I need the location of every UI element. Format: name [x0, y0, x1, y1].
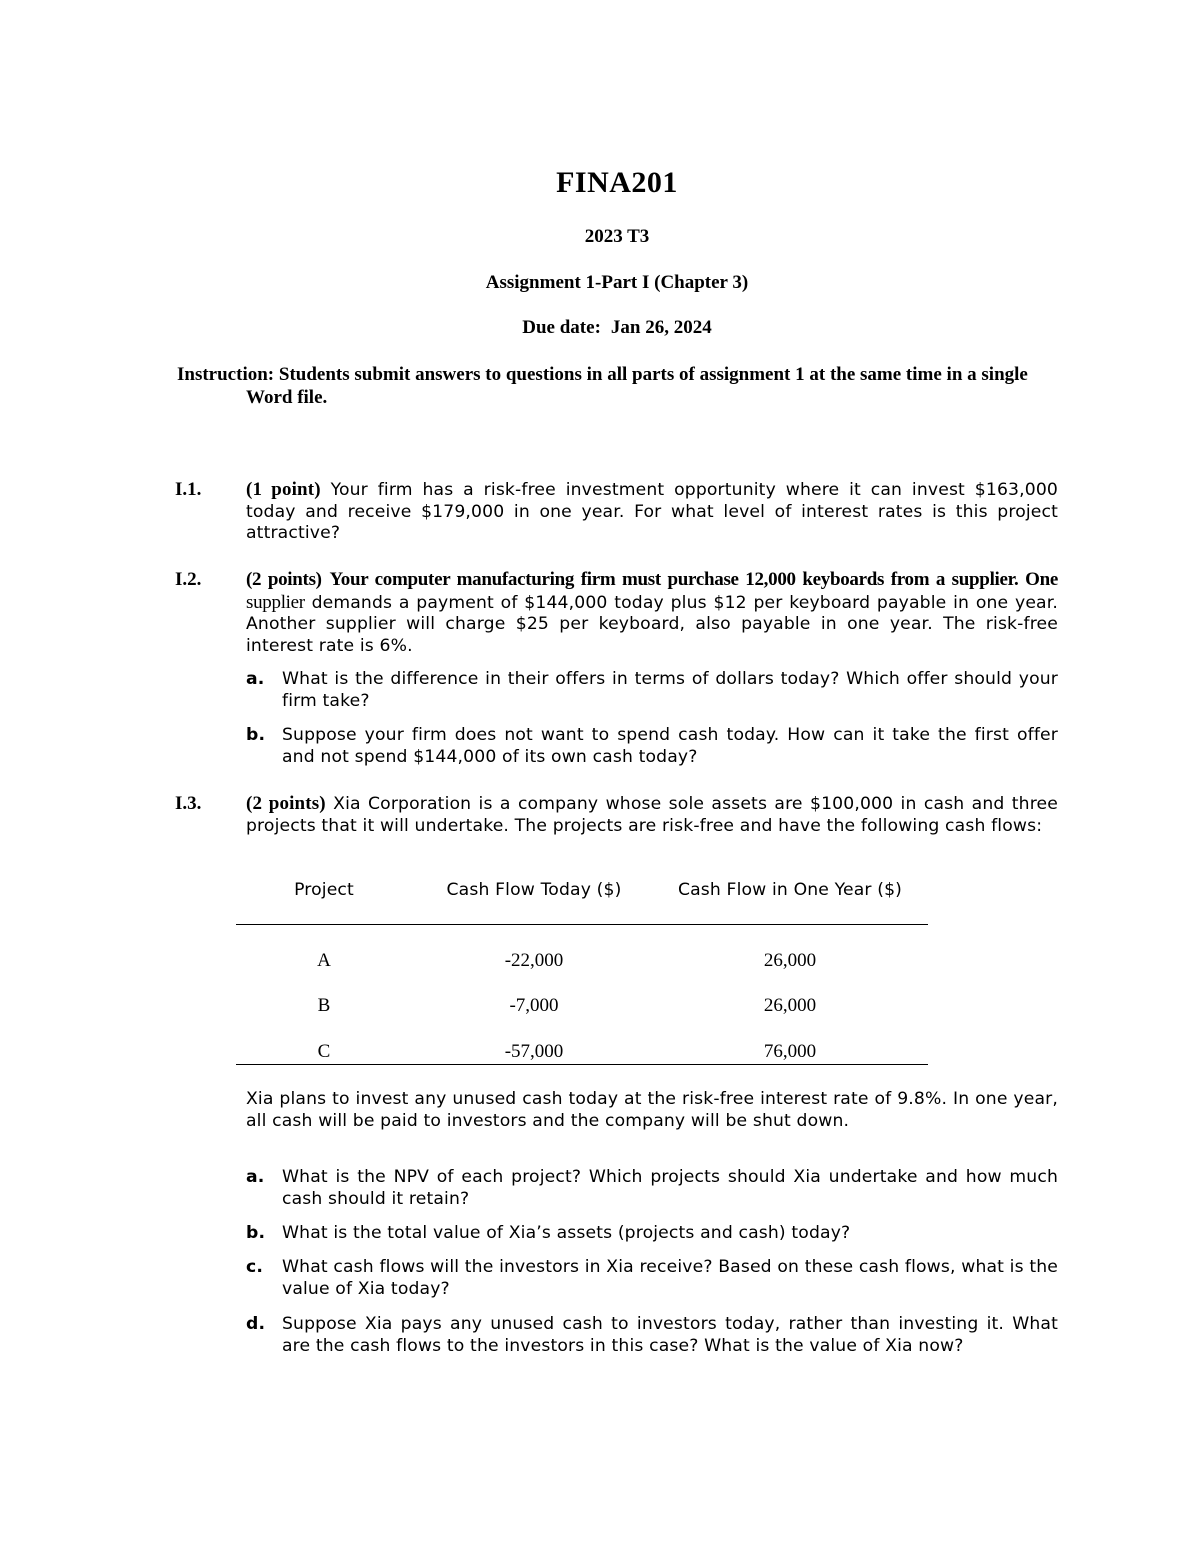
table-cell: A [317, 950, 331, 971]
question-points: (2 points) [246, 569, 322, 590]
question-text [246, 479, 1058, 545]
instruction [177, 363, 1067, 409]
table-cell: 26,000 [763, 995, 817, 1016]
table-cell: -57,000 [504, 1041, 564, 1062]
sub-question-label: d. [246, 1314, 266, 1334]
cash-flow-table [236, 880, 928, 1067]
question-body: Your firm has a risk-free investment opportunity where it can invest $163,000 today and receive $179,000 in one year. For what level of interest rates is this project attractive? [246, 480, 1058, 544]
instruction-label: Instruction: [177, 364, 275, 385]
sub-question-text: What is the NPV of each project? Which projects should Xia undertake and how much cash should it retain? [282, 1167, 1058, 1209]
due-date-value: Jan 26, 2024 [610, 317, 712, 338]
sub-question-label: b. [246, 1223, 266, 1243]
sub-question-text: What is the difference in their offers in terms of dollars today? Which offer should your firm take? [282, 669, 1058, 711]
question-number: I.1. [175, 479, 202, 500]
question-points: (2 points) [246, 793, 326, 814]
assignment-title: Assignment 1-Part I (Chapter 3) [485, 272, 749, 293]
table-cell: 26,000 [763, 950, 817, 971]
sub-question-label: a. [246, 1167, 265, 1187]
table-cell: B [317, 995, 331, 1016]
question-3-followup: Xia plans to invest any unused cash today at the risk-free interest rate of 9.8%. In one year, all cash will be paid to investors and the company will be shut down. [246, 1089, 1058, 1131]
question-number: I.2. [175, 569, 202, 590]
question-body: demands a payment of $144,000 today plus $12 per keyboard payable in one year. Another supplier will charge $25 per keyboard, also payable in one year. The risk-free interest rate is 6%. [246, 592, 1058, 656]
question-lead-2: supplier [246, 591, 305, 613]
question-text [246, 569, 1058, 657]
sub-question-text: What cash flows will the investors in Xia receive? Based on these cash flows, what is the value of Xia today? [282, 1257, 1058, 1299]
instruction-line-1: Students submit answers to questions in all parts of assignment 1 at the same time in a single [278, 364, 1028, 385]
table-cell: 76,000 [763, 1041, 817, 1062]
due-date-label: Due date: [522, 317, 601, 338]
sub-question-text: What is the total value of Xia’s assets (projects and cash) today? [282, 1223, 851, 1243]
question-points: (1 point) [246, 479, 321, 500]
instruction-line-2: Word file. [246, 387, 328, 408]
table-top-rule [236, 924, 928, 925]
question-lead: Your computer manufacturing firm must purchase 12,000 keyboards from a supplier. One [329, 569, 1058, 590]
due-date [0, 317, 1200, 339]
sub-question-label: a. [246, 669, 265, 689]
question-number: I.3. [175, 793, 202, 814]
table-cell: C [317, 1041, 331, 1062]
sub-question-text: Suppose your firm does not want to spend cash today. How can it take the first offer and not spend $144,000 of its own cash today? [282, 725, 1058, 767]
sub-question-label: c. [246, 1257, 264, 1277]
table-cell: -7,000 [509, 995, 559, 1016]
table-bottom-rule [236, 1064, 928, 1065]
sub-question-text: Suppose Xia pays any unused cash to investors today, rather than investing it. What are the cash flows to the investors in this case? What is the value of Xia now? [282, 1314, 1058, 1356]
term-label: 2023 T3 [584, 226, 650, 247]
sub-question-label: b. [246, 725, 266, 745]
table-header-cash-one-year: Cash Flow in One Year ($) [677, 880, 903, 900]
table-header-cash-today: Cash Flow Today ($) [446, 880, 622, 900]
course-title: FINA201 [556, 166, 678, 199]
table-cell: -22,000 [504, 950, 564, 971]
question-body: Xia Corporation is a company whose sole assets are $100,000 in cash and three projects that it will undertake. The projects are risk-free and have the following cash flows: [246, 794, 1058, 836]
table-header-project: Project [294, 880, 354, 900]
question-text [246, 793, 1058, 837]
